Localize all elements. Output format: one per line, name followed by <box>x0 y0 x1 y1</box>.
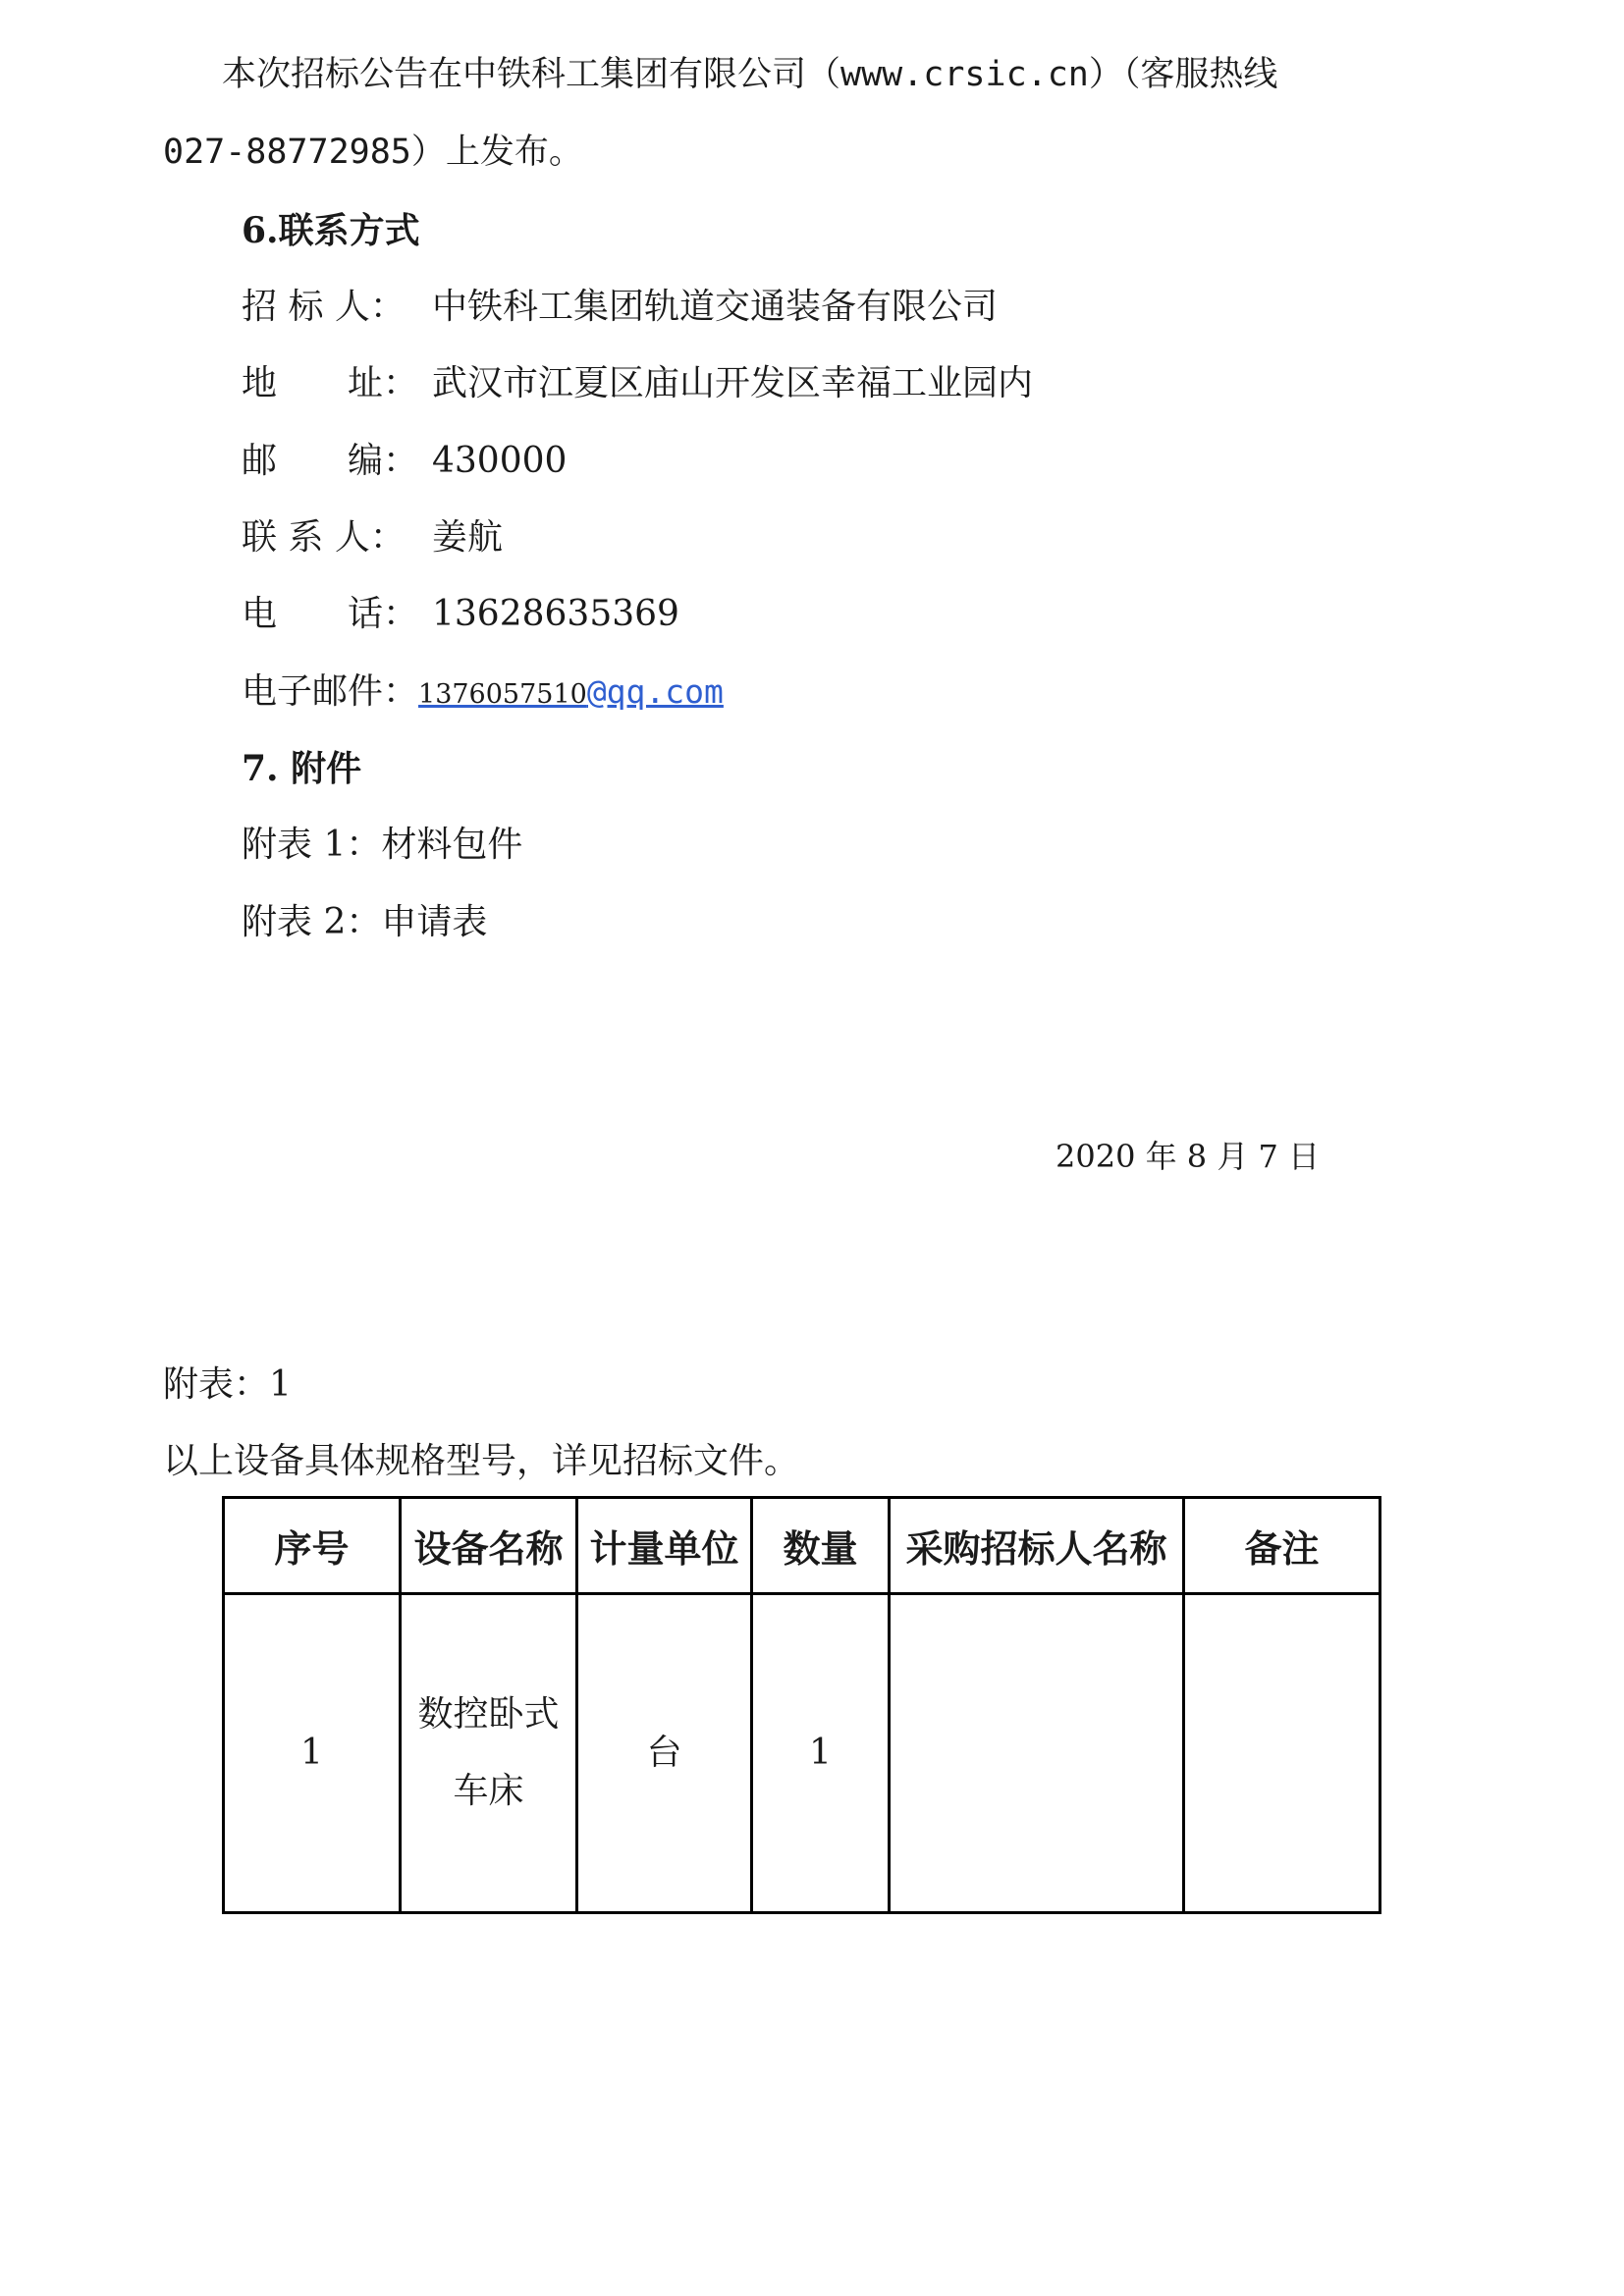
contact-heading: 6.联系方式 <box>242 210 420 251</box>
field-label: 电子邮件： <box>242 671 419 712</box>
email-domain: @qq.com <box>586 672 724 711</box>
field-label: 招 标 人： <box>242 287 406 327</box>
col-header-quantity: 数量 <box>752 1498 890 1594</box>
field-value: 13628635369 <box>432 594 679 634</box>
field-value: 中铁科工集团轨道交通装备有限公司 <box>432 287 999 327</box>
field-label: 联 系 人： <box>242 517 406 558</box>
col-header-equipment: 设备名称 <box>401 1498 577 1594</box>
attachment-item-2: 附表 2：申请表 <box>242 902 488 942</box>
col-header-purchaser: 采购招标人名称 <box>890 1498 1184 1594</box>
cell-unit: 台 <box>577 1594 752 1913</box>
field-label: 邮 编： <box>242 441 419 481</box>
cell-purchaser <box>890 1594 1184 1913</box>
field-value: 武汉市江夏区庙山开发区幸福工业园内 <box>432 363 1034 403</box>
email-user: 1376057510 <box>418 679 587 710</box>
field-value: 姜航 <box>432 517 504 558</box>
field-label: 地 址： <box>242 363 419 403</box>
appendix-note: 以上设备具体规格型号，详见招标文件。 <box>163 1441 800 1481</box>
contact-field-person <box>242 516 503 560</box>
contact-field-postcode <box>242 440 567 483</box>
contact-field-email <box>242 670 724 717</box>
col-header-remarks: 备注 <box>1184 1498 1380 1594</box>
equipment-table <box>222 1496 1381 1914</box>
email-link[interactable] <box>418 671 724 712</box>
cell-equipment-text: 数控卧式车床 <box>417 1694 560 1811</box>
document-date: 2020 年 8 月 7 日 <box>1056 1138 1321 1175</box>
appendix-title: 附表：1 <box>163 1364 292 1405</box>
col-header-unit: 计量单位 <box>577 1498 752 1594</box>
cell-quantity: 1 <box>752 1594 890 1913</box>
field-value: 430000 <box>432 441 568 481</box>
attachments-heading: 7. 附件 <box>242 748 362 789</box>
table-row <box>224 1594 1380 1913</box>
col-header-index: 序号 <box>224 1498 401 1594</box>
intro-line-2: 027-88772985）上发布。 <box>163 133 583 172</box>
field-label: 电 话： <box>242 594 419 634</box>
cell-remarks <box>1184 1594 1380 1913</box>
contact-field-bidder <box>242 286 998 329</box>
cell-equipment <box>401 1594 577 1913</box>
contact-field-address <box>242 362 1033 405</box>
attachment-item-1: 附表 1：材料包件 <box>242 825 523 865</box>
cell-index: 1 <box>224 1594 401 1913</box>
table-header-row <box>224 1498 1380 1594</box>
contact-field-phone <box>242 593 679 636</box>
intro-line-1: 本次招标公告在中铁科工集团有限公司（www.crsic.cn）（客服热线 <box>222 55 1278 94</box>
